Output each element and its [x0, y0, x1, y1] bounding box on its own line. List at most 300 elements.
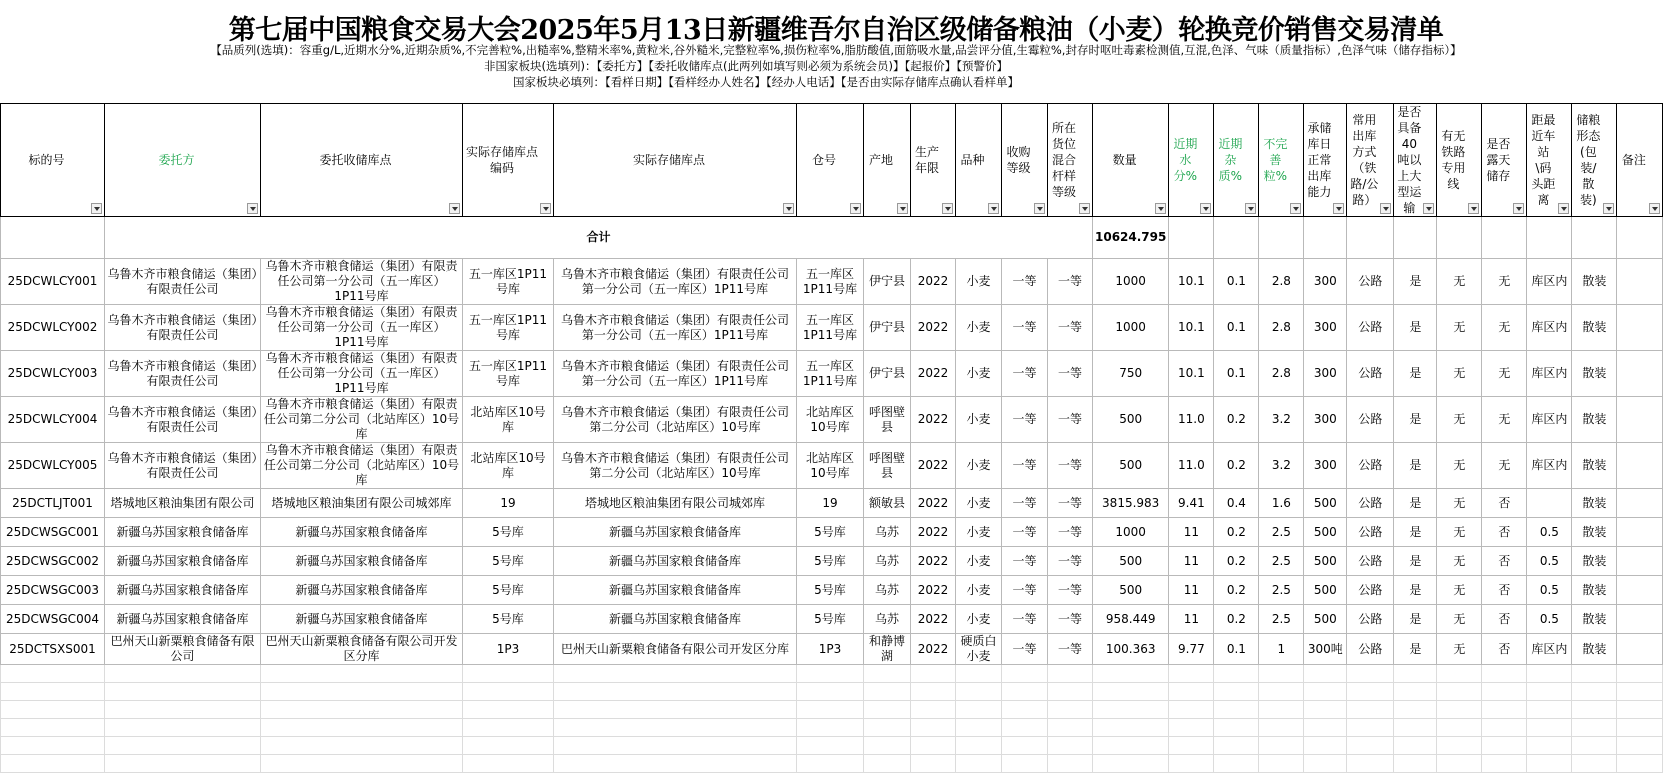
empty-cell: [1437, 665, 1482, 683]
cell-warehouse-no: 1P3: [797, 634, 864, 665]
cell-origin: 伊宁县: [864, 351, 911, 397]
empty-cell: [1169, 683, 1214, 701]
cell-quantity: 750: [1093, 351, 1169, 397]
cell-storage-form: 散装: [1572, 547, 1617, 576]
cell-open-air-storage: 否: [1482, 634, 1527, 665]
empty-cell: [1437, 683, 1482, 701]
header-label: 收购等级: [1006, 145, 1031, 175]
empty-cell: [1169, 701, 1214, 719]
header-consignor: [105, 104, 261, 217]
empty-cell: [1259, 701, 1304, 719]
filter-dropdown-icon[interactable]: [1290, 203, 1301, 214]
cell-mixed-sample-grade: 一等: [1048, 605, 1093, 634]
cell-station-distance: 0.5: [1527, 547, 1572, 576]
cell-outbound-method: 公路: [1347, 518, 1394, 547]
cell-lot-no: 25DCWSGC003: [1, 576, 105, 605]
cell-outbound-method: 公路: [1347, 634, 1394, 665]
cell-outbound-capacity: 300: [1304, 305, 1347, 351]
empty-cell: [1394, 683, 1437, 701]
filter-dropdown-icon[interactable]: [1245, 203, 1256, 214]
header-label: 不完善粒%: [1263, 137, 1288, 183]
cell-remarks: [1617, 576, 1663, 605]
empty-cell: [463, 755, 554, 773]
cell-storage-depot: 新疆乌苏国家粮食储备库: [261, 605, 463, 634]
empty-cell: [1093, 737, 1169, 755]
cell-imperfect-grain: 2.5: [1259, 605, 1304, 634]
cell-storage-depot: 乌鲁木齐市粮食储运（集团）有限责任公司第二分公司（北站库区）10号库: [261, 443, 463, 489]
empty-cell: [1527, 665, 1572, 683]
empty-cell: [554, 755, 797, 773]
filter-dropdown-icon[interactable]: [1200, 203, 1211, 214]
cell-actual-depot-code: 5号库: [463, 605, 554, 634]
cell-actual-depot-code: 5号库: [463, 518, 554, 547]
empty-cell: [1169, 719, 1214, 737]
cell-station-distance: 库区内: [1527, 259, 1572, 305]
empty-cell: [261, 665, 463, 683]
cell-actual-depot-code: 五一库区1P11号库: [463, 259, 554, 305]
cell-imperfect-grain: 2.5: [1259, 518, 1304, 547]
filter-dropdown-icon[interactable]: [1468, 203, 1479, 214]
cell-outbound-capacity: 500: [1304, 489, 1347, 518]
cell-remarks: [1617, 259, 1663, 305]
cell-remarks: [1617, 397, 1663, 443]
header-label: 生产年限: [914, 145, 939, 175]
cell-purchase-grade: 一等: [1002, 259, 1048, 305]
empty-cell: [797, 719, 864, 737]
total-cell-empty: [1, 217, 105, 259]
cell-warehouse-no: 五一库区1P11号库: [797, 259, 864, 305]
empty-cell: [1304, 683, 1347, 701]
cell-mixed-sample-grade: 一等: [1048, 576, 1093, 605]
empty-cell: [911, 737, 956, 755]
empty-cell: [1394, 701, 1437, 719]
cell-purchase-grade: 一等: [1002, 547, 1048, 576]
cell-production-year: 2022: [911, 259, 956, 305]
filter-dropdown-icon[interactable]: [897, 203, 908, 214]
cell-lot-no: 25DCTSXS001: [1, 634, 105, 665]
empty-cell: [1048, 683, 1093, 701]
empty-cell: [105, 737, 261, 755]
header-storage-form: [1572, 104, 1617, 217]
cell-large-transport: 是: [1394, 443, 1437, 489]
empty-cell: [1002, 683, 1048, 701]
filter-dropdown-icon[interactable]: [1558, 203, 1569, 214]
cell-imperfect-grain: 3.2: [1259, 397, 1304, 443]
empty-cell: [1093, 665, 1169, 683]
cell-moisture: 10.1: [1169, 259, 1214, 305]
cell-outbound-method: 公路: [1347, 576, 1394, 605]
cell-origin: 伊宁县: [864, 259, 911, 305]
empty-cell: [1048, 755, 1093, 773]
cell-quantity: 1000: [1093, 259, 1169, 305]
empty-cell: [1347, 665, 1394, 683]
cell-origin: 和静博湖: [864, 634, 911, 665]
filter-dropdown-icon[interactable]: [783, 203, 794, 214]
cell-open-air-storage: 否: [1482, 576, 1527, 605]
cell-consignor: 塔城地区粮油集团有限公司: [105, 489, 261, 518]
empty-cell: [864, 737, 911, 755]
cell-outbound-method: 公路: [1347, 305, 1394, 351]
cell-actual-depot-code: 北站库区10号库: [463, 443, 554, 489]
table-row: [1, 489, 1663, 518]
empty-cell: [1437, 701, 1482, 719]
cell-outbound-method: 公路: [1347, 351, 1394, 397]
cell-origin: 乌苏: [864, 547, 911, 576]
cell-storage-depot: 乌鲁木齐市粮食储运（集团）有限责任公司第一分公司（五一库区）1P11号库: [261, 351, 463, 397]
header-label: 产地: [868, 153, 893, 167]
cell-storage-form: 散装: [1572, 518, 1617, 547]
cell-purchase-grade: 一等: [1002, 351, 1048, 397]
cell-mixed-sample-grade: 一等: [1048, 443, 1093, 489]
quality-columns-note: 【品质列(选填)：容重g/L,近期水分%,近期杂质%,不完善粒%,出糙率%,整精米率%,黄粒米,谷外糙米,完整粒率%,损伤粒率%,脂肪酸值,面筋吸水量,品尝评分值,生霉粒%,封存时呕吐毒素检测值,互混,色泽、气味（质量指标）,色泽气味（储存指标）】: [210, 43, 1462, 57]
header-purchase-grade: [1002, 104, 1048, 217]
cell-purchase-grade: 一等: [1002, 305, 1048, 351]
empty-cell: [797, 683, 864, 701]
cell-variety: 小麦: [956, 547, 1002, 576]
table-row: [1, 259, 1663, 305]
cell-impurity: 0.2: [1214, 605, 1259, 634]
empty-cell: [1347, 755, 1394, 773]
empty-cell: [956, 737, 1002, 755]
cell-railway-line: 无: [1437, 605, 1482, 634]
header-mixed-sample-grade: [1048, 104, 1093, 217]
empty-cell: [1527, 719, 1572, 737]
empty-cell: [1214, 665, 1259, 683]
cell-moisture: 11: [1169, 576, 1214, 605]
empty-cell: [1617, 683, 1663, 701]
filter-dropdown-icon[interactable]: [1513, 203, 1524, 214]
cell-railway-line: 无: [1437, 351, 1482, 397]
cell-purchase-grade: 一等: [1002, 397, 1048, 443]
cell-production-year: 2022: [911, 518, 956, 547]
cell-quantity: 3815.983: [1093, 489, 1169, 518]
cell-outbound-method: 公路: [1347, 605, 1394, 634]
cell-moisture: 11.0: [1169, 397, 1214, 443]
cell-actual-depot-code: 五一库区1P11号库: [463, 305, 554, 351]
empty-cell: [1572, 683, 1617, 701]
cell-warehouse-no: 五一库区1P11号库: [797, 305, 864, 351]
empty-cell: [463, 719, 554, 737]
cell-imperfect-grain: 1.6: [1259, 489, 1304, 518]
header-label: 仓号: [811, 153, 836, 167]
empty-cell: [1394, 737, 1437, 755]
table-row: [1, 351, 1663, 397]
cell-actual-depot: 塔城地区粮油集团有限公司城郊库: [554, 489, 797, 518]
cell-actual-depot-code: 五一库区1P11号库: [463, 351, 554, 397]
cell-storage-depot: 乌鲁木齐市粮食储运（集团）有限责任公司第二分公司（北站库区）10号库: [261, 397, 463, 443]
cell-actual-depot: 新疆乌苏国家粮食储备库: [554, 547, 797, 576]
empty-row: [1, 665, 1663, 683]
empty-cell: [1259, 719, 1304, 737]
cell-storage-depot: 塔城地区粮油集团有限公司城郊库: [261, 489, 463, 518]
cell-lot-no: 25DCWLCY001: [1, 259, 105, 305]
filter-dropdown-icon[interactable]: [449, 203, 460, 214]
header-production-year: [911, 104, 956, 217]
cell-variety: 小麦: [956, 489, 1002, 518]
cell-storage-depot: 新疆乌苏国家粮食储备库: [261, 576, 463, 605]
table-row: [1, 547, 1663, 576]
cell-consignor: 乌鲁木齐市粮食储运（集团）有限责任公司: [105, 443, 261, 489]
empty-cell: [1304, 755, 1347, 773]
empty-cell: [261, 719, 463, 737]
empty-cell: [261, 755, 463, 773]
header-outbound-method: [1347, 104, 1394, 217]
empty-cell: [1347, 719, 1394, 737]
cell-outbound-method: 公路: [1347, 489, 1394, 518]
cell-mixed-sample-grade: 一等: [1048, 489, 1093, 518]
cell-imperfect-grain: 2.5: [1259, 576, 1304, 605]
cell-railway-line: 无: [1437, 259, 1482, 305]
empty-cell: [1572, 737, 1617, 755]
filter-dropdown-icon[interactable]: [942, 203, 953, 214]
cell-large-transport: 是: [1394, 489, 1437, 518]
header-actual-depot-code: [463, 104, 554, 217]
cell-open-air-storage: 否: [1482, 605, 1527, 634]
empty-cell: [911, 683, 956, 701]
header-variety: [956, 104, 1002, 217]
empty-cell: [1617, 719, 1663, 737]
cell-open-air-storage: 否: [1482, 547, 1527, 576]
empty-cell: [1214, 719, 1259, 737]
empty-cell: [956, 701, 1002, 719]
cell-moisture: 11: [1169, 547, 1214, 576]
cell-railway-line: 无: [1437, 397, 1482, 443]
cell-quantity: 500: [1093, 443, 1169, 489]
empty-cell: [105, 701, 261, 719]
cell-impurity: 0.2: [1214, 443, 1259, 489]
empty-cell: [1048, 665, 1093, 683]
empty-cell: [956, 665, 1002, 683]
empty-cell: [463, 737, 554, 755]
cell-consignor: 乌鲁木齐市粮食储运（集团）有限责任公司: [105, 351, 261, 397]
cell-moisture: 10.1: [1169, 305, 1214, 351]
cell-outbound-capacity: 300: [1304, 443, 1347, 489]
cell-large-transport: 是: [1394, 518, 1437, 547]
cell-production-year: 2022: [911, 605, 956, 634]
empty-cell: [1093, 755, 1169, 773]
cell-lot-no: 25DCWSGC001: [1, 518, 105, 547]
cell-production-year: 2022: [911, 351, 956, 397]
empty-cell: [1259, 683, 1304, 701]
filter-dropdown-icon[interactable]: [1603, 203, 1614, 214]
header-label: 备注: [1621, 153, 1646, 167]
cell-open-air-storage: 无: [1482, 351, 1527, 397]
cell-origin: 呼图壁县: [864, 443, 911, 489]
filter-dropdown-icon[interactable]: [540, 203, 551, 214]
empty-cell: [1304, 737, 1347, 755]
empty-cell: [1, 683, 105, 701]
cell-imperfect-grain: 1: [1259, 634, 1304, 665]
cell-storage-form: 散装: [1572, 305, 1617, 351]
cell-large-transport: 是: [1394, 547, 1437, 576]
cell-large-transport: 是: [1394, 605, 1437, 634]
empty-cell: [1617, 665, 1663, 683]
empty-cell: [1347, 683, 1394, 701]
cell-variety: 小麦: [956, 518, 1002, 547]
cell-storage-form: 散装: [1572, 351, 1617, 397]
empty-cell: [864, 665, 911, 683]
cell-storage-depot: 新疆乌苏国家粮食储备库: [261, 518, 463, 547]
cell-variety: 小麦: [956, 605, 1002, 634]
cell-outbound-method: 公路: [1347, 397, 1394, 443]
header-label: 距最近车站\码头距离: [1531, 113, 1556, 207]
cell-station-distance: 0.5: [1527, 518, 1572, 547]
filter-dropdown-icon[interactable]: [988, 203, 999, 214]
cell-actual-depot: 乌鲁木齐市粮食储运（集团）有限责任公司第一分公司（五一库区）1P11号库: [554, 351, 797, 397]
cell-variety: 小麦: [956, 259, 1002, 305]
cell-storage-form: 散装: [1572, 605, 1617, 634]
cell-origin: 乌苏: [864, 576, 911, 605]
filter-dropdown-icon[interactable]: [1333, 203, 1344, 214]
cell-remarks: [1617, 634, 1663, 665]
cell-production-year: 2022: [911, 397, 956, 443]
cell-open-air-storage: 无: [1482, 397, 1527, 443]
empty-cell: [1394, 719, 1437, 737]
cell-impurity: 0.2: [1214, 518, 1259, 547]
cell-production-year: 2022: [911, 305, 956, 351]
header-imperfect-grain: [1259, 104, 1304, 217]
empty-cell: [1394, 665, 1437, 683]
cell-storage-depot: 巴州天山新粟粮食储备有限公司开发区分库: [261, 634, 463, 665]
filter-dropdown-icon[interactable]: [1649, 203, 1660, 214]
cell-remarks: [1617, 443, 1663, 489]
header-outbound-capacity: [1304, 104, 1347, 217]
header-label: 是否具备40吨以上大型运输: [1397, 105, 1422, 215]
empty-cell: [554, 683, 797, 701]
empty-cell: [1527, 737, 1572, 755]
cell-purchase-grade: 一等: [1002, 518, 1048, 547]
empty-cell: [1, 665, 105, 683]
cell-consignor: 新疆乌苏国家粮食储备库: [105, 518, 261, 547]
cell-actual-depot: 乌鲁木齐市粮食储运（集团）有限责任公司第二分公司（北站库区）10号库: [554, 443, 797, 489]
filter-dropdown-icon[interactable]: [850, 203, 861, 214]
cell-impurity: 0.1: [1214, 259, 1259, 305]
empty-cell: [911, 665, 956, 683]
cell-railway-line: 无: [1437, 547, 1482, 576]
empty-cell: [1617, 755, 1663, 773]
header-label: 是否露天储存: [1486, 137, 1511, 183]
empty-cell: [1214, 683, 1259, 701]
cell-quantity: 100.363: [1093, 634, 1169, 665]
cell-railway-line: 无: [1437, 489, 1482, 518]
cell-remarks: [1617, 489, 1663, 518]
cell-warehouse-no: 五一库区1P11号库: [797, 351, 864, 397]
cell-impurity: 0.4: [1214, 489, 1259, 518]
filter-dropdown-icon[interactable]: [247, 203, 258, 214]
cell-impurity: 0.1: [1214, 634, 1259, 665]
empty-cell: [956, 755, 1002, 773]
header-label: 近期杂质%: [1218, 137, 1243, 183]
cell-outbound-method: 公路: [1347, 547, 1394, 576]
cell-mixed-sample-grade: 一等: [1048, 305, 1093, 351]
empty-cell: [1214, 755, 1259, 773]
empty-cell: [1482, 719, 1527, 737]
empty-cell: [1002, 737, 1048, 755]
cell-storage-depot: 乌鲁木齐市粮食储运（集团）有限责任公司第一分公司（五一库区）1P11号库: [261, 305, 463, 351]
cell-mixed-sample-grade: 一等: [1048, 634, 1093, 665]
filter-dropdown-icon[interactable]: [1034, 203, 1045, 214]
header-actual-depot: [554, 104, 797, 217]
header-row: [1, 104, 1663, 217]
cell-warehouse-no: 5号库: [797, 576, 864, 605]
header-railway-line: [1437, 104, 1482, 217]
cell-large-transport: 是: [1394, 634, 1437, 665]
filter-dropdown-icon[interactable]: [1423, 203, 1434, 214]
empty-cell: [1482, 737, 1527, 755]
cell-production-year: 2022: [911, 489, 956, 518]
cell-station-distance: 库区内: [1527, 305, 1572, 351]
cell-station-distance: 库区内: [1527, 351, 1572, 397]
empty-cell: [1259, 755, 1304, 773]
empty-cell: [1169, 665, 1214, 683]
filter-dropdown-icon[interactable]: [91, 203, 102, 214]
empty-cell: [1093, 701, 1169, 719]
empty-cell: [1048, 737, 1093, 755]
header-label: 有无铁路专用线: [1441, 129, 1466, 191]
header-label: 委托收储库点: [319, 153, 392, 167]
empty-cell: [1304, 719, 1347, 737]
empty-cell: [1572, 701, 1617, 719]
cell-imperfect-grain: 2.8: [1259, 259, 1304, 305]
empty-row: [1, 683, 1663, 701]
empty-cell: [1437, 737, 1482, 755]
header-large-transport: [1394, 104, 1437, 217]
empty-cell: [1214, 737, 1259, 755]
cell-station-distance: 0.5: [1527, 576, 1572, 605]
empty-cell: [1572, 665, 1617, 683]
empty-cell: [956, 683, 1002, 701]
cell-outbound-capacity: 300: [1304, 397, 1347, 443]
cell-moisture: 11.0: [1169, 443, 1214, 489]
cell-impurity: 0.1: [1214, 305, 1259, 351]
cell-storage-form: 散装: [1572, 576, 1617, 605]
empty-cell: [797, 737, 864, 755]
empty-cell: [1093, 719, 1169, 737]
cell-impurity: 0.1: [1214, 351, 1259, 397]
empty-cell: [554, 719, 797, 737]
filter-dropdown-icon[interactable]: [1079, 203, 1090, 214]
cell-variety: 小麦: [956, 351, 1002, 397]
cell-outbound-method: 公路: [1347, 443, 1394, 489]
empty-cell: [1437, 719, 1482, 737]
empty-row: [1, 737, 1663, 755]
cell-variety: 小麦: [956, 576, 1002, 605]
cell-imperfect-grain: 2.8: [1259, 305, 1304, 351]
cell-warehouse-no: 19: [797, 489, 864, 518]
cell-storage-form: 散装: [1572, 443, 1617, 489]
cell-station-distance: [1527, 489, 1572, 518]
cell-outbound-capacity: 300: [1304, 351, 1347, 397]
national-columns-note: 国家板块必填列：【看样日期】【看样经办人姓名】【经办人电话】【是否由实际存储库点确认看样单】: [513, 75, 1019, 89]
empty-cell: [463, 683, 554, 701]
cell-outbound-capacity: 300吨: [1304, 634, 1347, 665]
empty-cell: [1, 719, 105, 737]
cell-variety: 硬质白小麦: [956, 634, 1002, 665]
cell-remarks: [1617, 518, 1663, 547]
header-label: 所在货位混合杆样等级: [1051, 121, 1076, 199]
empty-cell: [1048, 719, 1093, 737]
table-row: [1, 605, 1663, 634]
empty-cell: [1002, 665, 1048, 683]
empty-cell: [1, 701, 105, 719]
cell-consignor: 乌鲁木齐市粮食储运（集团）有限责任公司: [105, 259, 261, 305]
empty-cell: [463, 701, 554, 719]
cell-actual-depot: 新疆乌苏国家粮食储备库: [554, 518, 797, 547]
cell-variety: 小麦: [956, 397, 1002, 443]
filter-dropdown-icon[interactable]: [1380, 203, 1391, 214]
header-label: 实际存储库点: [632, 153, 705, 167]
filter-dropdown-icon[interactable]: [1155, 203, 1166, 214]
